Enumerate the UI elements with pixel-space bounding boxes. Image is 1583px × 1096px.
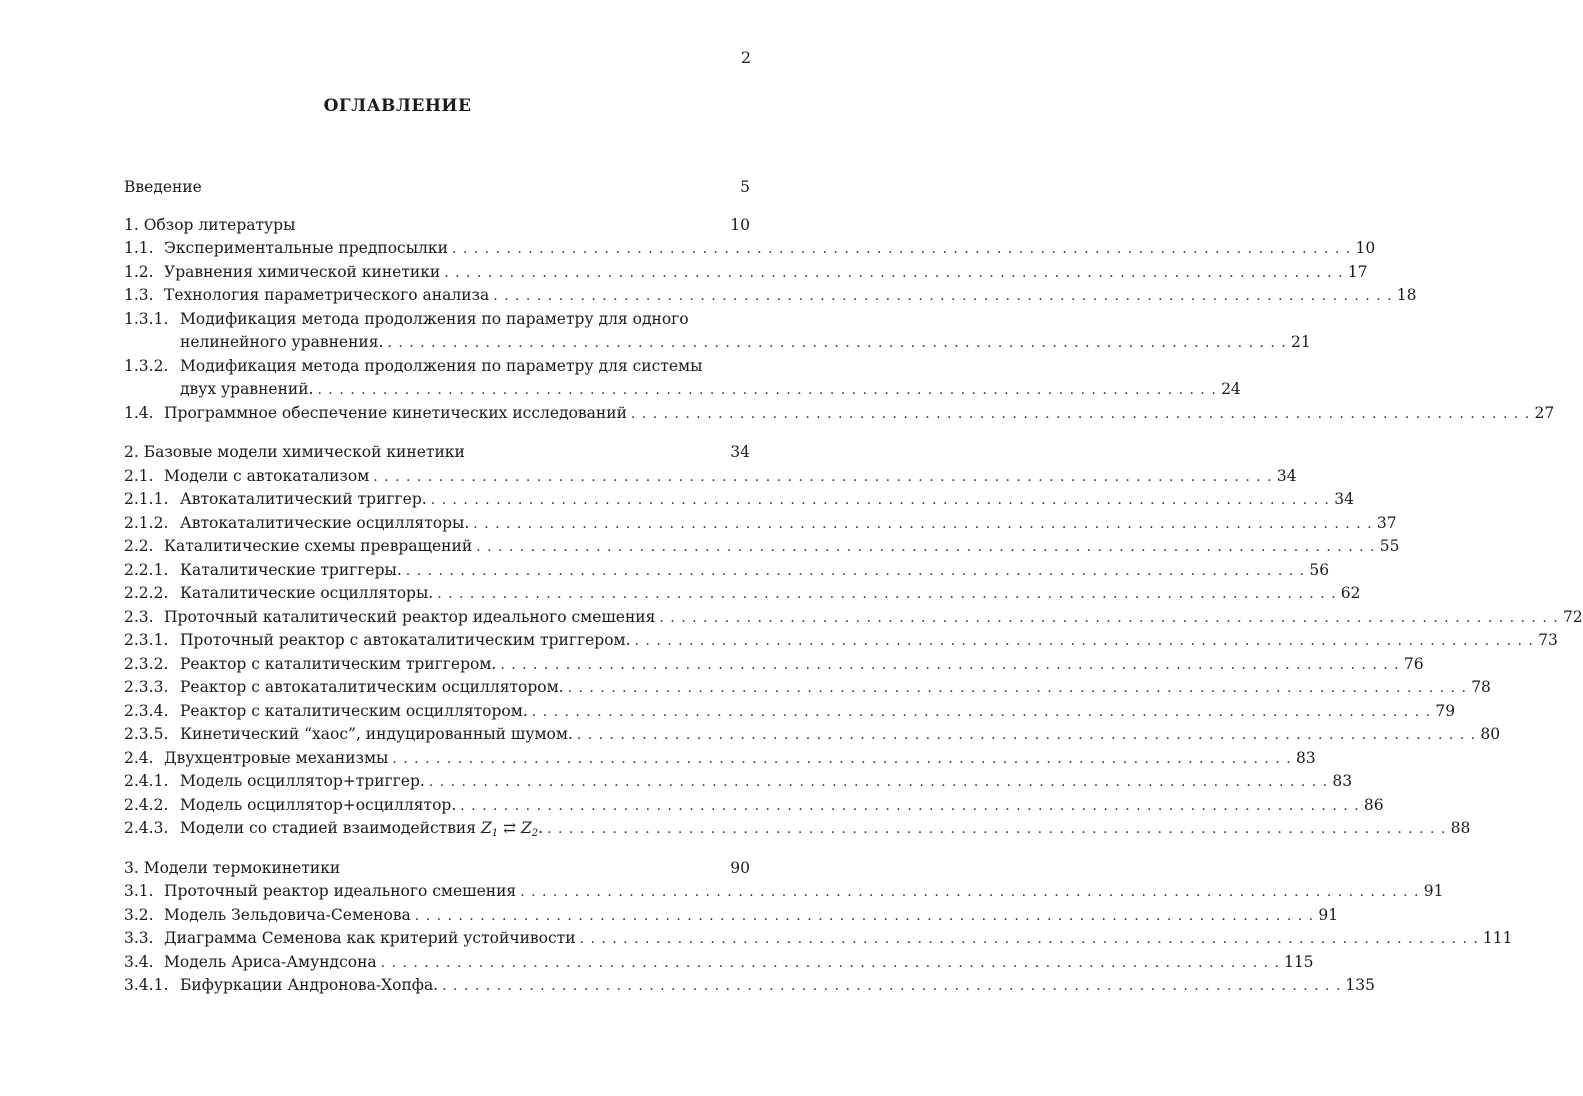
toc-label: Проточный каталитический реактор идеального смешения xyxy=(164,607,656,626)
toc-leader xyxy=(532,701,1431,725)
toc-leader xyxy=(631,403,1530,427)
toc-leader xyxy=(473,513,1372,537)
toc-num: 2.3.3. xyxy=(124,678,169,696)
toc-leader xyxy=(547,818,1446,842)
toc-page: 56 xyxy=(1309,560,1330,579)
toc-num: 2.1. xyxy=(124,466,154,485)
toc-label: Программное обеспечение кинетических исследований xyxy=(164,403,627,422)
toc-entry-3-2[interactable] xyxy=(124,904,1339,928)
toc-page: 91 xyxy=(1423,882,1444,900)
toc-num: 2.2.2. xyxy=(124,584,169,602)
toc-entry-2-3-3[interactable] xyxy=(124,676,1491,700)
toc-page: 10 xyxy=(730,215,750,234)
toc-label: Реактор с каталитическим триггером. xyxy=(180,654,497,673)
toc-page: 91 xyxy=(1318,905,1339,924)
toc-page: 34 xyxy=(1276,466,1297,485)
toc-num: 2.3.4. xyxy=(124,701,169,720)
formula-z2: $Z_2$ xyxy=(521,819,539,839)
toc-label: 3. Модели термокинетики xyxy=(124,858,341,877)
toc-num: 3.4.1. xyxy=(124,976,169,994)
toc-entry-2-3-4[interactable] xyxy=(124,700,1456,724)
toc-label: 1. Обзор литературы xyxy=(124,215,296,234)
toc-page: 86 xyxy=(1363,795,1384,814)
toc-entry-2-4-2[interactable] xyxy=(124,794,1384,818)
toc-page: 24 xyxy=(1221,380,1241,398)
toc-entry-1-4[interactable] xyxy=(124,402,1555,426)
toc-chapter-3[interactable] xyxy=(124,857,750,881)
toc-label: Модификация метода продолжения по параметру для системы xyxy=(180,356,703,375)
toc-page: 10 xyxy=(1355,239,1376,257)
toc-label: Модели со стадией взаимодействия $Z_1$ ⇄ $Z_2$. xyxy=(180,819,544,839)
toc-entry-2-2-2[interactable] xyxy=(124,582,1361,606)
toc-label-cont: нелинейного уравнения. xyxy=(180,333,384,351)
toc-label: Кинетический “хаос”, индуцированный шумом. xyxy=(180,725,573,743)
toc-leader xyxy=(415,905,1314,929)
toc-entry-2-2-1[interactable] xyxy=(124,559,1330,583)
toc-num: 2.4.1. xyxy=(124,772,169,790)
toc-entry-intro[interactable] xyxy=(124,176,750,200)
toc-leader xyxy=(500,654,1399,678)
toc-page: 83 xyxy=(1332,772,1353,790)
toc-page: 80 xyxy=(1480,725,1501,743)
toc-label: Автокаталитические осцилляторы. xyxy=(180,513,470,532)
toc-entry-3-3[interactable] xyxy=(124,927,1513,951)
toc-num: 2.2. xyxy=(124,537,154,555)
toc-label-cont: двух уравнений. xyxy=(180,380,314,398)
table-of-contents xyxy=(124,176,1583,998)
toc-num: 3.2. xyxy=(124,905,154,924)
toc-label: Модель осциллятор+осциллятор. xyxy=(180,795,457,814)
toc-page: 21 xyxy=(1291,333,1311,351)
toc-leader xyxy=(373,466,1272,490)
toc-num: 2.1.1. xyxy=(124,490,169,508)
toc-entry-2-3-2[interactable] xyxy=(124,653,1424,677)
toc-label: 2. Базовые модели химической кинетики xyxy=(124,443,465,461)
toc-num: 2.2.1. xyxy=(124,560,169,579)
page-title: ОГЛАВЛЕНИЕ xyxy=(323,96,472,116)
toc-chapter-2[interactable] xyxy=(124,441,750,465)
toc-chapter-1[interactable] xyxy=(124,214,750,238)
toc-leader xyxy=(406,560,1305,584)
toc-leader xyxy=(387,332,1286,356)
toc-leader xyxy=(580,928,1479,952)
toc-entry-1-1[interactable] xyxy=(124,237,1376,261)
toc-num: 1.4. xyxy=(124,403,154,422)
toc-label: Модель Ариса-Амундсона xyxy=(164,952,377,971)
toc-page: 135 xyxy=(1345,976,1376,994)
toc-num: 2.3.5. xyxy=(124,725,169,743)
toc-entry-1-3-1[interactable] xyxy=(124,308,1311,355)
toc-num: 2.3.1. xyxy=(124,631,169,649)
toc-page: 55 xyxy=(1379,537,1400,555)
toc-page: 88 xyxy=(1450,819,1471,837)
formula-z1: $Z_1$ xyxy=(480,819,499,839)
toc-entry-2-4-3[interactable] xyxy=(124,817,1471,841)
toc-label: Реактор с каталитическим осциллятором. xyxy=(180,701,528,720)
toc-page: 78 xyxy=(1471,678,1491,696)
toc-label: Модели с автокатализом xyxy=(164,466,370,485)
toc-leader xyxy=(429,771,1328,795)
toc-page: 76 xyxy=(1403,654,1424,673)
toc-page: 5 xyxy=(740,178,750,196)
toc-page: 115 xyxy=(1283,952,1314,971)
toc-label: Уравнения химической кинетики xyxy=(164,262,441,281)
toc-page: 17 xyxy=(1347,262,1368,281)
toc-label: Автокаталитический триггер. xyxy=(180,490,427,508)
toc-page: 72 xyxy=(1562,607,1583,626)
toc-page: 79 xyxy=(1435,701,1456,720)
toc-page: 73 xyxy=(1538,631,1558,649)
toc-entry-3-1[interactable] xyxy=(124,880,1444,904)
toc-label-text: Модели со стадией взаимодействия xyxy=(180,819,477,837)
toc-num: 1.1. xyxy=(124,239,154,257)
toc-leader xyxy=(493,285,1392,309)
toc-label: Введение xyxy=(124,178,202,196)
toc-leader xyxy=(520,881,1419,905)
toc-num: 2.3.2. xyxy=(124,654,169,673)
toc-label: Каталитические триггеры. xyxy=(180,560,402,579)
toc-page: 18 xyxy=(1396,286,1417,304)
toc-entry-2-4[interactable] xyxy=(124,747,1316,771)
toc-leader xyxy=(318,379,1217,403)
toc-num: 2.1.2. xyxy=(124,513,169,532)
toc-label: Модификация метода продолжения по параметру для одного xyxy=(180,309,689,328)
toc-page: 111 xyxy=(1482,929,1513,947)
toc-num: 2.3. xyxy=(124,607,154,626)
toc-leader xyxy=(452,238,1351,262)
toc-entry-2-3-1[interactable] xyxy=(124,629,1558,653)
toc-page: 83 xyxy=(1295,748,1316,767)
toc-label: Двухцентровые механизмы xyxy=(164,748,389,767)
toc-entry-2-4-1[interactable] xyxy=(124,770,1353,794)
toc-entry-2-1-1[interactable] xyxy=(124,488,1354,512)
toc-label: Реактор с автокаталитическим осциллятором. xyxy=(180,678,564,696)
toc-page: 34 xyxy=(730,443,750,461)
toc-page: 34 xyxy=(1334,490,1354,508)
toc-entry-1-2[interactable] xyxy=(124,261,1368,285)
toc-label: Модель осциллятор+триггер. xyxy=(180,772,425,790)
toc-page: 27 xyxy=(1534,403,1555,422)
toc-leader xyxy=(476,536,1375,560)
toc-leader xyxy=(381,952,1280,976)
toc-label: Модель Зельдовича-Семенова xyxy=(164,905,411,924)
page-number: 2 xyxy=(740,48,751,67)
toc-num: 3.1. xyxy=(124,882,154,900)
toc-num: 1.3. xyxy=(124,286,154,304)
toc-label: Экспериментальные предпосылки xyxy=(164,239,448,257)
toc-entry-2-3[interactable] xyxy=(124,606,1583,630)
toc-entry-3-4-1[interactable] xyxy=(124,974,1376,998)
toc-num: 1.3.2. xyxy=(124,356,169,375)
toc-label: Диаграмма Семенова как критерий устойчивости xyxy=(164,929,576,947)
toc-entry-2-2[interactable] xyxy=(124,535,1400,559)
toc-entry-1-3-2[interactable] xyxy=(124,355,1241,402)
toc-num: 3.4. xyxy=(124,952,154,971)
toc-entry-2-3-5[interactable] xyxy=(124,723,1501,747)
toc-num: 2.4.2. xyxy=(124,795,169,814)
toc-leader xyxy=(442,975,1341,999)
toc-label: Каталитические осцилляторы. xyxy=(180,584,434,602)
toc-num: 2.4.3. xyxy=(124,819,169,837)
toc-page: 37 xyxy=(1376,513,1397,532)
toc-leader xyxy=(659,607,1558,631)
toc-entry-2-1[interactable] xyxy=(124,465,1297,489)
toc-label: Бифуркации Андронова-Хопфа. xyxy=(180,976,439,994)
toc-leader xyxy=(444,262,1343,286)
reversible-arrows-icon: ⇄ xyxy=(503,819,517,837)
toc-leader xyxy=(431,489,1330,513)
toc-leader xyxy=(635,630,1534,654)
toc-entry-3-4[interactable] xyxy=(124,951,1314,975)
toc-leader xyxy=(437,583,1336,607)
toc-leader xyxy=(577,724,1476,748)
toc-label: Проточный реактор идеального смешения xyxy=(164,882,517,900)
toc-leader xyxy=(568,677,1467,701)
toc-page: 90 xyxy=(730,858,750,877)
toc-entry-2-1-2[interactable] xyxy=(124,512,1397,536)
toc-label: Каталитические схемы превращений xyxy=(164,537,473,555)
toc-label: Проточный реактор с автокаталитическим триггером. xyxy=(180,631,631,649)
toc-leader xyxy=(392,748,1291,772)
toc-leader xyxy=(460,795,1359,819)
toc-label: Технология параметрического анализа xyxy=(164,286,490,304)
toc-num: 3.3. xyxy=(124,929,154,947)
toc-entry-1-3[interactable] xyxy=(124,284,1417,308)
toc-num: 2.4. xyxy=(124,748,154,767)
toc-page: 62 xyxy=(1340,584,1361,602)
toc-num: 1.2. xyxy=(124,262,154,281)
toc-num: 1.3.1. xyxy=(124,309,169,328)
